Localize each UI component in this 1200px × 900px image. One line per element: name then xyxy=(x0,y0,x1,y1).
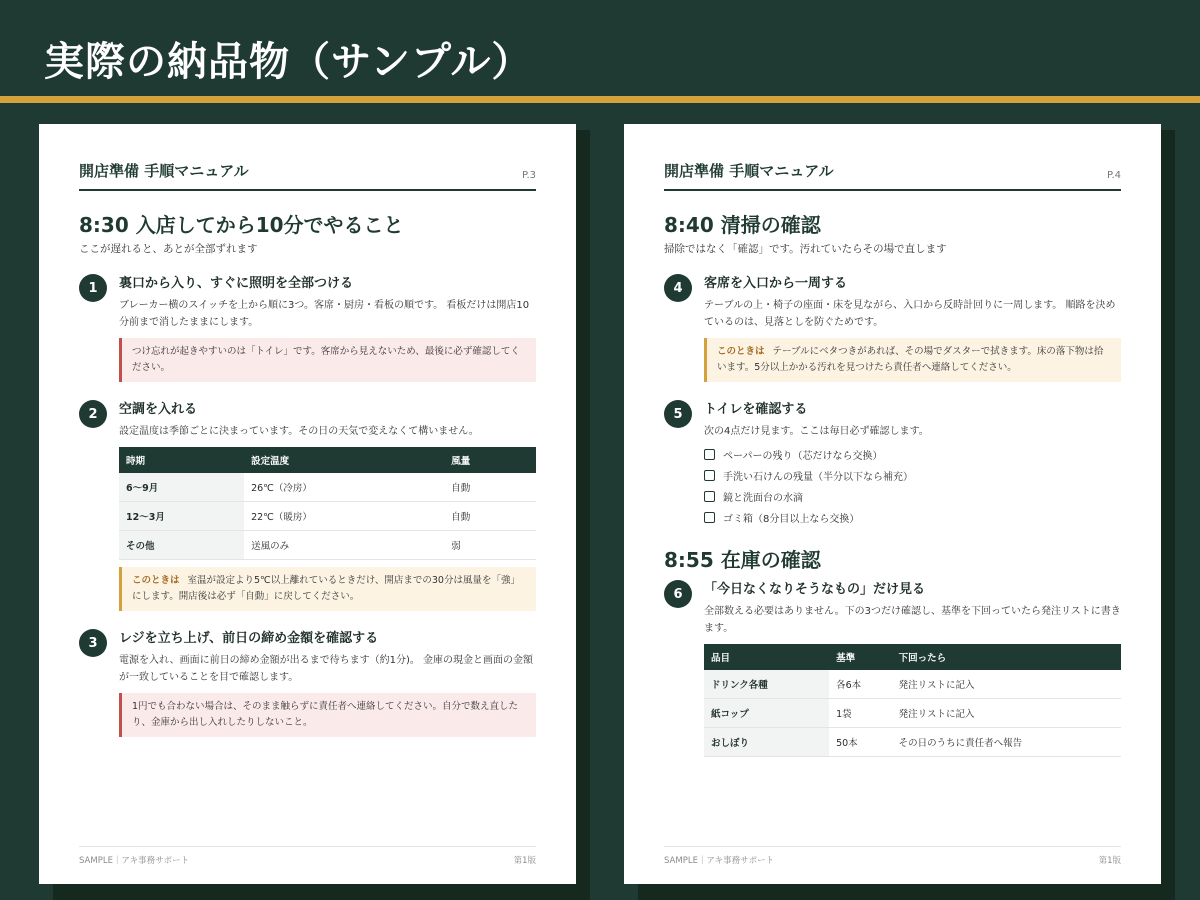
step-number-badge: 2 xyxy=(79,400,107,428)
step-text: 次の4点だけ見ます。ここは毎日必ず確認します。 xyxy=(704,426,929,437)
step-number-badge: 4 xyxy=(664,274,692,302)
checklist-item-label: ペーパーの残り（芯だけなら交換） xyxy=(723,451,883,462)
table-row xyxy=(704,670,1121,699)
table-cell: 各6本 xyxy=(829,670,892,699)
step-text: テーブルの上・椅子の座面・床を見ながら、入口から反時計回りに一周します。 順路を決めているのは、見落としを防ぐためです。 xyxy=(704,300,1116,328)
note-text: つけ忘れが起きやすいのは「トイレ」です。客席から見えないため、最後に必ず確認してください。 xyxy=(132,346,520,373)
step-5 xyxy=(664,400,1121,528)
footer-brand: SAMPLE｜アキ事務サポート xyxy=(664,856,775,866)
table-row xyxy=(119,502,536,531)
footer-brand: SAMPLE｜アキ事務サポート xyxy=(79,856,190,866)
table-header-cell: 下回ったら xyxy=(892,644,1121,670)
table-cell: 発注リストに記入 xyxy=(892,670,1121,699)
step-text: 設定温度は季節ごとに決まっています。その日の天気で変えなくて構いません。 xyxy=(119,426,479,437)
table-cell: 1袋 xyxy=(829,699,892,728)
toilet-checklist xyxy=(704,444,1121,528)
checklist-item xyxy=(704,444,1121,465)
table-header-cell: 設定温度 xyxy=(244,447,444,473)
table-cell: おしぼり xyxy=(704,728,829,757)
page-number: P.4 xyxy=(1106,170,1121,181)
manual-page-4 xyxy=(624,124,1161,884)
step-number-badge: 1 xyxy=(79,274,107,302)
step-text: 全部数える必要はありません。下の3つだけ確認し、基準を下回っていたら発注リストに書きます。 xyxy=(704,606,1121,634)
step-title: 「今日なくなりそうなもの」だけ見る xyxy=(704,582,926,597)
page-number: P.3 xyxy=(521,170,536,181)
aircon-settings-table xyxy=(119,447,536,560)
table-cell: ドリンク各種 xyxy=(704,670,829,699)
table-header-row xyxy=(704,644,1121,670)
step-title: トイレを確認する xyxy=(704,402,808,417)
gold-divider xyxy=(0,96,1200,103)
step-title: 客席を入口から一周する xyxy=(704,276,848,291)
step-number-badge: 3 xyxy=(79,629,107,657)
warning-note xyxy=(119,693,536,737)
checkbox-icon xyxy=(704,470,715,481)
table-cell: 50本 xyxy=(829,728,892,757)
section-title: 8:30 入店してから10分でやること xyxy=(79,213,404,237)
table-cell: 送風のみ xyxy=(244,531,444,560)
page-footer xyxy=(79,846,536,866)
checklist-item-label: ゴミ箱（8分目以上なら交換） xyxy=(723,514,860,525)
table-row xyxy=(119,531,536,560)
table-cell: 発注リストに記入 xyxy=(892,699,1121,728)
table-cell: 紙コップ xyxy=(704,699,829,728)
section-title: 8:55 在庫の確認 xyxy=(664,548,821,572)
table-cell: 自動 xyxy=(444,502,536,531)
banner-title: 実際の納品物（サンプル） xyxy=(44,39,533,85)
step-6 xyxy=(664,580,1121,757)
footer-edition: 第1版 xyxy=(1098,856,1121,866)
checklist-item-label: 手洗い石けんの残量（半分以下なら補充） xyxy=(723,472,913,483)
table-cell: 12〜3月 xyxy=(119,502,244,531)
doc-title: 開店準備 手順マニュアル xyxy=(664,162,834,180)
section-title: 8:40 清掃の確認 xyxy=(664,213,821,237)
table-cell: 22℃（暖房） xyxy=(244,502,444,531)
caution-note xyxy=(704,338,1121,382)
step-2 xyxy=(79,400,536,611)
step-number-badge: 6 xyxy=(664,580,692,608)
note-text: 室温が設定より5℃以上離れているときだけ、開店までの30分は風量を「強」にします。開店後は必ず「自動」に戻してください。 xyxy=(132,575,520,602)
warning-note xyxy=(119,338,536,382)
step-text: ブレーカー横のスイッチを上から順に3つ。客席・厨房・看板の順です。 看板だけは開店10分前まで消したままにします。 xyxy=(119,300,530,328)
table-header-cell: 風量 xyxy=(444,447,536,473)
table-cell: 6〜9月 xyxy=(119,473,244,502)
table-row xyxy=(704,728,1121,757)
checkbox-icon xyxy=(704,512,715,523)
table-header-row xyxy=(119,447,536,473)
table-cell: 26℃（冷房） xyxy=(244,473,444,502)
table-cell: その日のうちに責任者へ報告 xyxy=(892,728,1121,757)
step-title: 空調を入れる xyxy=(119,402,198,417)
step-text: 電源を入れ、画面に前日の締め金額が出るまで待ちます（約1分)。 金庫の現金と画面の金額が一致していることを目で確認します。 xyxy=(119,655,534,683)
table-cell: 自動 xyxy=(444,473,536,502)
table-header-cell: 品目 xyxy=(704,644,829,670)
checklist-item xyxy=(704,507,1121,528)
table-header-cell: 基準 xyxy=(829,644,892,670)
table-row xyxy=(119,473,536,502)
checkbox-icon xyxy=(704,491,715,502)
table-header-cell: 時期 xyxy=(119,447,244,473)
table-row xyxy=(704,699,1121,728)
inventory-table xyxy=(704,644,1121,757)
footer-edition: 第1版 xyxy=(513,856,536,866)
page-header xyxy=(79,160,536,191)
step-title: 裏口から入り、すぐに照明を全部つける xyxy=(119,276,354,291)
section-subtitle: 掃除ではなく「確認」です。汚れていたらその場で直します xyxy=(664,243,947,255)
page-footer xyxy=(664,846,1121,866)
step-number-badge: 5 xyxy=(664,400,692,428)
page-header xyxy=(664,160,1121,191)
step-1 xyxy=(79,274,536,382)
step-title: レジを立ち上げ、前日の締め金額を確認する xyxy=(119,631,379,646)
checkbox-icon xyxy=(704,449,715,460)
checklist-item xyxy=(704,486,1121,507)
section-subtitle: ここが遅れると、あとが全部ずれます xyxy=(79,243,258,255)
caution-note xyxy=(119,567,536,611)
doc-title: 開店準備 手順マニュアル xyxy=(79,162,249,180)
manual-page-3 xyxy=(39,124,576,884)
step-3 xyxy=(79,629,536,737)
step-4 xyxy=(664,274,1121,382)
checklist-item xyxy=(704,465,1121,486)
note-label: このときは xyxy=(717,346,765,357)
note-label: このときは xyxy=(132,575,180,586)
checklist-item-label: 鏡と洗面台の水滴 xyxy=(723,493,803,504)
note-text: 1円でも合わない場合は、そのまま触らずに責任者へ連絡してください。自分で数え直したり、金庫から出し入れしたりしないこと。 xyxy=(132,701,519,728)
note-text: テーブルにベタつきがあれば、その場でダスターで拭きます。床の落下物は拾います。5分以上かかる汚れを見つけたら責任者へ連絡してください。 xyxy=(717,346,1104,373)
table-cell: その他 xyxy=(119,531,244,560)
table-cell: 弱 xyxy=(444,531,536,560)
